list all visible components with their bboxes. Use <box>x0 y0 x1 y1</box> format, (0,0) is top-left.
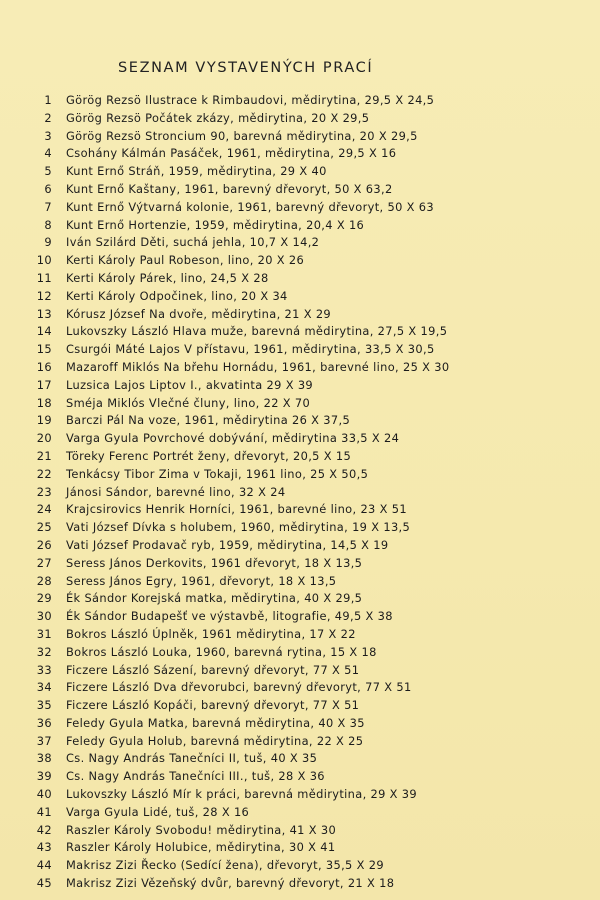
item-text: Luzsica Lajos Liptov I., akvatinta 29 X 39 <box>66 377 314 392</box>
item-number: 19 <box>36 413 52 428</box>
item-number: 9 <box>44 235 52 250</box>
item-number: 38 <box>36 751 52 766</box>
list-item <box>30 377 449 395</box>
list-item <box>30 430 449 448</box>
item-number: 22 <box>36 466 52 481</box>
list-item <box>30 484 449 502</box>
item-text: Töreky Ferenc Portrét ženy, dřevoryt, 20,5 X 15 <box>66 448 352 463</box>
item-text: Mazaroff Miklós Na břehu Hornádu, 1961, barevné lino, 25 X 30 <box>66 359 450 374</box>
item-number: 13 <box>36 306 52 321</box>
item-number: 16 <box>36 359 52 374</box>
item-text: Cs. Nagy András Tanečníci II, tuš, 40 X 35 <box>66 751 318 766</box>
item-number: 42 <box>36 822 52 837</box>
item-text: Sméja Miklós Vlečné čluny, lino, 22 X 70 <box>66 395 311 410</box>
list-item <box>30 466 449 484</box>
list-item <box>30 395 449 413</box>
list-item <box>30 270 449 288</box>
item-number: 44 <box>36 858 52 873</box>
list-item <box>30 537 449 555</box>
item-text: Görög Rezsö Počátek zkázy, mědirytina, 20 X 29,5 <box>66 110 370 125</box>
item-text: Vati József Dívka s holubem, 1960, mědirytina, 19 X 13,5 <box>66 520 411 535</box>
list-item <box>30 288 449 306</box>
item-text: Feledy Gyula Matka, barevná mědirytina, 40 X 35 <box>66 715 365 730</box>
item-number: 45 <box>36 876 52 891</box>
page-title: SEZNAM VYSTAVENÝCH PRACÍ <box>118 60 374 76</box>
item-text: Raszler Károly Holubice, mědirytina, 30 X 41 <box>66 840 336 855</box>
item-number: 15 <box>36 342 52 357</box>
item-number: 31 <box>36 626 52 641</box>
list-item <box>30 662 449 680</box>
item-text: Görög Rezsö Ilustrace k Rimbaudovi, mědirytina, 29,5 X 24,5 <box>66 93 435 107</box>
list-item <box>30 857 449 875</box>
list-item <box>30 412 449 430</box>
item-text: Kerti Károly Párek, lino, 24,5 X 28 <box>66 270 269 285</box>
list-item <box>30 341 449 359</box>
list-item <box>30 590 449 608</box>
item-number: 37 <box>36 733 52 748</box>
item-text: Iván Szilárd Děti, suchá jehla, 10,7 X 14,2 <box>66 235 320 250</box>
item-number: 34 <box>36 680 52 695</box>
list-item <box>30 750 449 768</box>
item-number: 26 <box>36 537 52 552</box>
item-text: Krajcsirovics Henrik Horníci, 1961, barevné lino, 23 X 51 <box>66 502 407 517</box>
item-number: 7 <box>44 199 52 214</box>
item-text: Kunt Ernő Stráň, 1959, mědirytina, 29 X 40 <box>66 164 327 179</box>
item-text: Lukovszky László Hlava muže, barevná mědirytina, 27,5 X 19,5 <box>66 324 448 339</box>
list-item <box>30 573 449 591</box>
list-item <box>30 323 449 341</box>
item-number: 30 <box>36 609 52 624</box>
item-number: 10 <box>36 253 52 268</box>
item-text: Vati József Prodavač ryb, 1959, mědirytina, 14,5 X 19 <box>66 537 389 552</box>
item-number: 3 <box>44 128 52 143</box>
item-number: 33 <box>36 662 52 677</box>
item-text: Kórusz József Na dvoře, mědirytina, 21 X 29 <box>66 306 332 321</box>
item-text: Varga Gyula Povrchové dobývání, mědirytina 33,5 X 24 <box>66 431 400 446</box>
list-item <box>30 626 449 644</box>
item-text: Jánosi Sándor, barevné lino, 32 X 24 <box>66 484 286 499</box>
list-item <box>30 822 449 840</box>
item-text: Raszler Károly Svobodu! mědirytina, 41 X 30 <box>66 822 337 837</box>
item-number: 35 <box>36 698 52 713</box>
list-item <box>30 839 449 857</box>
item-text: Makrisz Zizi Řecko (Sedící žena), dřevoryt, 35,5 X 29 <box>66 858 384 873</box>
item-text: Tenkácsy Tibor Zima v Tokaji, 1961 lino, 25 X 50,5 <box>66 466 369 481</box>
item-text: Seress János Derkovits, 1961 dřevoryt, 18 X 13,5 <box>66 555 363 570</box>
item-text: Kunt Ernő Hortenzie, 1959, mědirytina, 20,4 X 16 <box>66 217 365 232</box>
item-text: Cs. Nagy András Tanečníci III., tuš, 28 X 36 <box>66 769 325 784</box>
list-item <box>30 145 449 163</box>
item-number: 43 <box>36 840 52 855</box>
list-item <box>30 199 449 217</box>
item-text: Kunt Ernő Kaštany, 1961, barevný dřevoryt, 50 X 63,2 <box>66 181 393 196</box>
item-text: Csohány Kálmán Pasáček, 1961, mědirytina, 29,5 X 16 <box>66 146 397 161</box>
item-number: 2 <box>44 110 52 125</box>
list-item <box>30 448 449 466</box>
list-item <box>30 234 449 252</box>
item-number: 8 <box>44 217 52 232</box>
list-item <box>30 110 449 128</box>
item-number: 6 <box>44 181 52 196</box>
item-number: 24 <box>36 502 52 517</box>
item-number: 29 <box>36 591 52 606</box>
item-text: Bokros László Louka, 1960, barevná rytina, 15 X 18 <box>66 644 377 659</box>
item-number: 5 <box>44 164 52 179</box>
item-text: Makrisz Zizi Vězeňský dvůr, barevný dřevoryt, 21 X 18 <box>66 876 395 891</box>
item-text: Ficzere László Sázení, barevný dřevoryt, 77 X 51 <box>66 662 360 677</box>
list-item <box>30 608 449 626</box>
item-number: 18 <box>36 395 52 410</box>
item-text: Görög Rezsö Stroncium 90, barevná mědirytina, 20 X 29,5 <box>66 128 418 143</box>
item-number: 21 <box>36 448 52 463</box>
item-text: Csurgói Máté Lajos V přístavu, 1961, mědirytina, 33,5 X 30,5 <box>66 342 435 357</box>
list-item <box>30 768 449 786</box>
list-item <box>30 519 449 537</box>
item-number: 1 <box>44 93 52 107</box>
item-number: 32 <box>36 644 52 659</box>
list-item <box>30 715 449 733</box>
list-item <box>30 679 449 697</box>
item-number: 28 <box>36 573 52 588</box>
item-text: Seress János Egry, 1961, dřevoryt, 18 X 13,5 <box>66 573 337 588</box>
item-text: Bokros László Úplněk, 1961 mědirytina, 17 X 22 <box>66 626 356 641</box>
works-list <box>30 92 449 893</box>
list-item <box>30 786 449 804</box>
item-number: 25 <box>36 520 52 535</box>
item-number: 11 <box>36 270 52 285</box>
list-item <box>30 163 449 181</box>
item-number: 27 <box>36 555 52 570</box>
item-text: Kerti Károly Odpočinek, lino, 20 X 34 <box>66 288 288 303</box>
item-number: 40 <box>36 787 52 802</box>
list-item <box>30 128 449 146</box>
list-item <box>30 92 449 110</box>
list-item <box>30 501 449 519</box>
item-text: Varga Gyula Lidé, tuš, 28 X 16 <box>66 804 250 819</box>
list-item <box>30 733 449 751</box>
list-item <box>30 875 449 893</box>
item-number: 39 <box>36 769 52 784</box>
item-number: 36 <box>36 715 52 730</box>
list-item <box>30 306 449 324</box>
item-text: Feledy Gyula Holub, barevná mědirytina, 22 X 25 <box>66 733 364 748</box>
list-item <box>30 252 449 270</box>
list-item <box>30 217 449 235</box>
list-item <box>30 359 449 377</box>
item-number: 20 <box>36 431 52 446</box>
item-text: Ék Sándor Korejská matka, mědirytina, 40 X 29,5 <box>66 591 363 606</box>
item-text: Ficzere László Dva dřevorubci, barevný dřevoryt, 77 X 51 <box>66 680 412 695</box>
item-number: 4 <box>44 146 52 161</box>
item-text: Ficzere László Kopáči, barevný dřevoryt, 77 X 51 <box>66 698 360 713</box>
item-number: 23 <box>36 484 52 499</box>
item-text: Kunt Ernő Výtvarná kolonie, 1961, barevný dřevoryt, 50 X 63 <box>66 199 434 214</box>
item-text: Lukovszky László Mír k práci, barevná mědirytina, 29 X 39 <box>66 787 417 802</box>
list-item <box>30 181 449 199</box>
list-item <box>30 804 449 822</box>
item-text: Ék Sándor Budapešť ve výstavbě, litografie, 49,5 X 38 <box>66 609 393 624</box>
item-number: 41 <box>36 804 52 819</box>
item-number: 12 <box>36 288 52 303</box>
item-number: 14 <box>36 324 52 339</box>
item-text: Barczi Pál Na voze, 1961, mědirytina 26 X 37,5 <box>66 413 351 428</box>
item-number: 17 <box>36 377 52 392</box>
list-item <box>30 555 449 573</box>
list-item <box>30 697 449 715</box>
list-item <box>30 644 449 662</box>
item-text: Kerti Károly Paul Robeson, lino, 20 X 26 <box>66 253 305 268</box>
